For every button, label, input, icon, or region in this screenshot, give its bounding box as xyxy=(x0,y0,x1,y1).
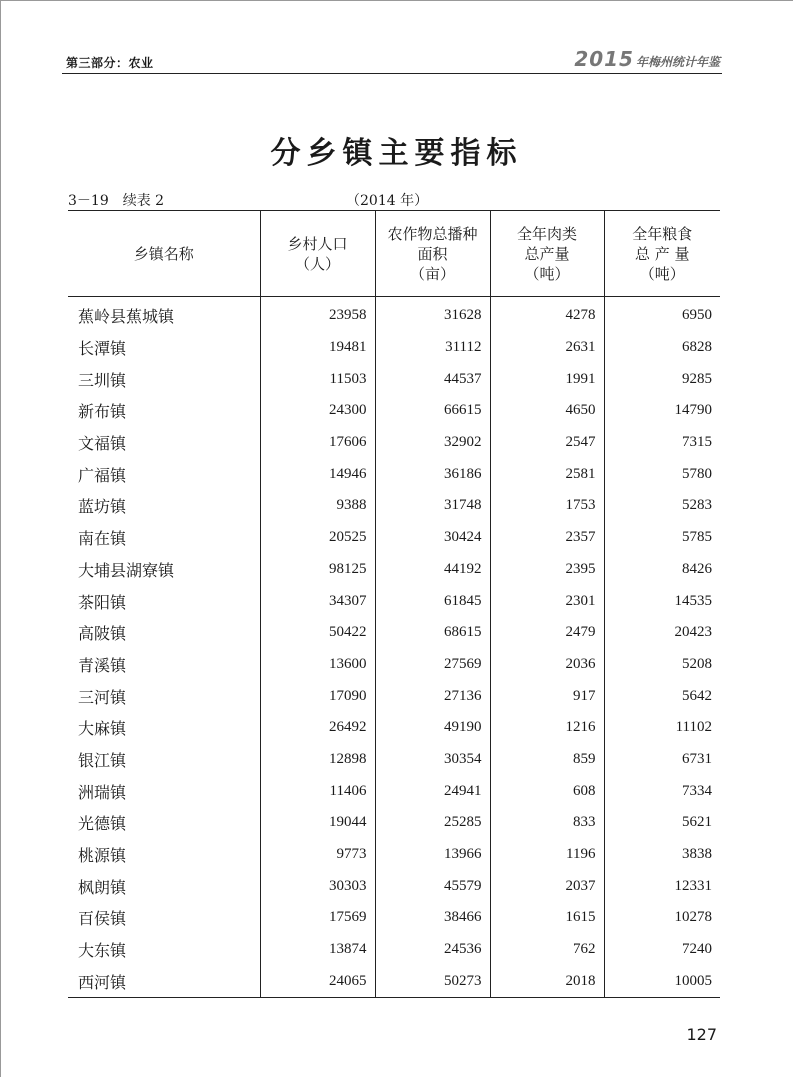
meat-output-cell: 859 xyxy=(490,744,604,776)
table-row xyxy=(68,554,720,586)
table-row xyxy=(68,839,720,871)
sown-area-cell: 50273 xyxy=(375,965,490,997)
rural-population-cell: 24065 xyxy=(260,965,375,997)
town-name-cell: 蓝坊镇 xyxy=(78,497,127,517)
rural-population-cell: 19481 xyxy=(260,332,375,364)
rural-population-cell: 13874 xyxy=(260,934,375,966)
grain-output-cell: 10005 xyxy=(604,965,720,997)
section-label: 第三部分：农业 xyxy=(66,56,154,70)
grain-output-cell: 14535 xyxy=(604,585,720,617)
column-header-line: 全年粮食 xyxy=(632,224,693,243)
table-year: （2014 年） xyxy=(346,193,429,209)
town-name-cell: 新布镇 xyxy=(78,402,127,422)
sown-area-cell: 32902 xyxy=(375,427,490,459)
table-row xyxy=(68,744,720,776)
rural-population-cell: 50422 xyxy=(260,617,375,649)
table-row xyxy=(68,965,720,997)
town-name-cell: 文福镇 xyxy=(78,434,127,454)
page-number: 127 xyxy=(686,1025,717,1044)
town-name-cell: 青溪镇 xyxy=(78,655,127,675)
table-row xyxy=(68,522,720,554)
rural-population-cell: 12898 xyxy=(260,744,375,776)
column-header-line: 总 产 量 xyxy=(634,244,690,263)
town-name-cell: 大埔县湖寮镇 xyxy=(78,560,175,580)
town-name-cell: 三圳镇 xyxy=(78,370,127,390)
town-name-cell: 蕉岭县蕉城镇 xyxy=(78,307,175,327)
table-row xyxy=(68,775,720,807)
town-name-cell: 三河镇 xyxy=(78,687,127,707)
meat-output-cell: 2301 xyxy=(490,585,604,617)
grain-output-cell: 14790 xyxy=(604,395,720,427)
running-header xyxy=(62,47,722,74)
table-row xyxy=(68,427,720,459)
table-row xyxy=(68,617,720,649)
table-caption xyxy=(68,190,720,210)
rural-population-cell: 20525 xyxy=(260,522,375,554)
meat-output-cell: 1196 xyxy=(490,839,604,871)
meat-output-cell: 762 xyxy=(490,934,604,966)
sown-area-cell: 44192 xyxy=(375,554,490,586)
sown-area-cell: 31628 xyxy=(375,297,490,332)
rural-population-cell: 23958 xyxy=(260,297,375,332)
grain-output-cell: 5208 xyxy=(604,649,720,681)
meat-output-cell: 2037 xyxy=(490,870,604,902)
table-row xyxy=(68,395,720,427)
town-name-cell: 高陂镇 xyxy=(78,624,127,644)
sown-area-cell: 25285 xyxy=(375,807,490,839)
table-number: 3－19 续表 2 xyxy=(68,193,165,209)
rural-population-cell: 17606 xyxy=(260,427,375,459)
grain-output-cell: 5283 xyxy=(604,490,720,522)
sown-area-cell: 44537 xyxy=(375,363,490,395)
page-title: 分乡镇主要指标 xyxy=(270,136,523,171)
grain-output-cell: 5621 xyxy=(604,807,720,839)
column-grain-output xyxy=(604,211,720,297)
table-header xyxy=(68,211,720,297)
column-header-line: （吨） xyxy=(524,264,570,283)
table-row xyxy=(68,712,720,744)
table-row xyxy=(68,297,720,332)
town-name-cell: 洲瑞镇 xyxy=(78,782,127,802)
town-name-cell: 茶阳镇 xyxy=(78,592,127,612)
rural-population-cell: 98125 xyxy=(260,554,375,586)
grain-output-cell: 6828 xyxy=(604,332,720,364)
town-name-cell: 桃源镇 xyxy=(78,846,127,866)
meat-output-cell: 917 xyxy=(490,680,604,712)
sown-area-cell: 61845 xyxy=(375,585,490,617)
sown-area-cell: 68615 xyxy=(375,617,490,649)
grain-output-cell: 7315 xyxy=(604,427,720,459)
rural-population-cell: 26492 xyxy=(260,712,375,744)
table-row xyxy=(68,458,720,490)
header-row xyxy=(68,211,720,297)
town-name-cell: 长潭镇 xyxy=(78,339,127,359)
sown-area-cell: 31112 xyxy=(375,332,490,364)
town-name-cell: 枫朗镇 xyxy=(78,877,127,897)
meat-output-cell: 2631 xyxy=(490,332,604,364)
grain-output-cell: 8426 xyxy=(604,554,720,586)
meat-output-cell: 1216 xyxy=(490,712,604,744)
town-name-cell: 百侯镇 xyxy=(78,909,127,929)
table-row xyxy=(68,934,720,966)
column-header-line: （亩） xyxy=(409,264,455,283)
sown-area-cell: 38466 xyxy=(375,902,490,934)
table-row xyxy=(68,649,720,681)
rural-population-cell: 24300 xyxy=(260,395,375,427)
meat-output-cell: 2547 xyxy=(490,427,604,459)
sown-area-cell: 27569 xyxy=(375,649,490,681)
table-row xyxy=(68,490,720,522)
meat-output-cell: 833 xyxy=(490,807,604,839)
column-header-line: 全年肉类 xyxy=(516,224,577,243)
table-row xyxy=(68,680,720,712)
table-row xyxy=(68,807,720,839)
column-header-line: 农作物总播种 xyxy=(387,224,478,243)
yearbook-name: 年梅州统计年鉴 xyxy=(635,55,720,69)
grain-output-cell: 5642 xyxy=(604,680,720,712)
grain-output-cell: 9285 xyxy=(604,363,720,395)
meat-output-cell: 4650 xyxy=(490,395,604,427)
grain-output-cell: 7240 xyxy=(604,934,720,966)
rural-population-cell: 19044 xyxy=(260,807,375,839)
sown-area-cell: 13966 xyxy=(375,839,490,871)
table-row xyxy=(68,870,720,902)
yearbook-year: 2015 xyxy=(574,47,634,71)
column-header-line: 乡镇名称 xyxy=(133,244,194,263)
sown-area-cell: 30354 xyxy=(375,744,490,776)
yearbook-title xyxy=(574,47,720,71)
page-border-top xyxy=(0,0,793,1)
meat-output-cell: 2357 xyxy=(490,522,604,554)
sown-area-cell: 31748 xyxy=(375,490,490,522)
meat-output-cell: 2018 xyxy=(490,965,604,997)
sown-area-cell: 24536 xyxy=(375,934,490,966)
sown-area-cell: 30424 xyxy=(375,522,490,554)
grain-output-cell: 20423 xyxy=(604,617,720,649)
grain-output-cell: 10278 xyxy=(604,902,720,934)
column-sown-area xyxy=(375,211,490,297)
grain-output-cell: 6950 xyxy=(604,297,720,332)
column-meat-output xyxy=(490,211,604,297)
meat-output-cell: 1991 xyxy=(490,363,604,395)
column-header-line: （吨） xyxy=(639,264,685,283)
meat-output-cell: 1753 xyxy=(490,490,604,522)
sown-area-cell: 27136 xyxy=(375,680,490,712)
column-header-line: （人） xyxy=(294,254,340,273)
meat-output-cell: 2395 xyxy=(490,554,604,586)
rural-population-cell: 13600 xyxy=(260,649,375,681)
meat-output-cell: 2479 xyxy=(490,617,604,649)
rural-population-cell: 11406 xyxy=(260,775,375,807)
column-header-line: 面积 xyxy=(417,244,448,263)
grain-output-cell: 11102 xyxy=(604,712,720,744)
meat-output-cell: 608 xyxy=(490,775,604,807)
sown-area-cell: 45579 xyxy=(375,870,490,902)
table-row xyxy=(68,585,720,617)
sown-area-cell: 24941 xyxy=(375,775,490,807)
town-name-cell: 银江镇 xyxy=(78,750,127,770)
grain-output-cell: 5780 xyxy=(604,458,720,490)
town-name-cell: 广福镇 xyxy=(78,465,127,485)
column-rural-population xyxy=(260,211,375,297)
rural-population-cell: 30303 xyxy=(260,870,375,902)
rural-population-cell: 14946 xyxy=(260,458,375,490)
table-row xyxy=(68,332,720,364)
column-town-name xyxy=(68,211,260,297)
sown-area-cell: 49190 xyxy=(375,712,490,744)
sown-area-cell: 36186 xyxy=(375,458,490,490)
town-name-cell: 大东镇 xyxy=(78,941,127,961)
table-row xyxy=(68,902,720,934)
meat-output-cell: 2036 xyxy=(490,649,604,681)
town-name-cell: 大麻镇 xyxy=(78,719,127,739)
table-body xyxy=(68,297,720,998)
meat-output-cell: 1615 xyxy=(490,902,604,934)
town-name-cell: 西河镇 xyxy=(68,965,260,997)
rural-population-cell: 17569 xyxy=(260,902,375,934)
rural-population-cell: 17090 xyxy=(260,680,375,712)
rural-population-cell: 34307 xyxy=(260,585,375,617)
meat-output-cell: 4278 xyxy=(490,297,604,332)
grain-output-cell: 5785 xyxy=(604,522,720,554)
grain-output-cell: 7334 xyxy=(604,775,720,807)
indicator-table xyxy=(68,210,720,998)
grain-output-cell: 3838 xyxy=(604,839,720,871)
column-header-line: 乡村人口 xyxy=(287,234,348,253)
column-header-line: 总产量 xyxy=(524,244,570,263)
rural-population-cell: 9388 xyxy=(260,490,375,522)
rural-population-cell: 11503 xyxy=(260,363,375,395)
grain-output-cell: 12331 xyxy=(604,870,720,902)
meat-output-cell: 2581 xyxy=(490,458,604,490)
grain-output-cell: 6731 xyxy=(604,744,720,776)
town-name-cell: 南在镇 xyxy=(78,529,127,549)
town-name-cell: 光德镇 xyxy=(78,814,127,834)
sown-area-cell: 66615 xyxy=(375,395,490,427)
rural-population-cell: 9773 xyxy=(260,839,375,871)
table-row xyxy=(68,363,720,395)
